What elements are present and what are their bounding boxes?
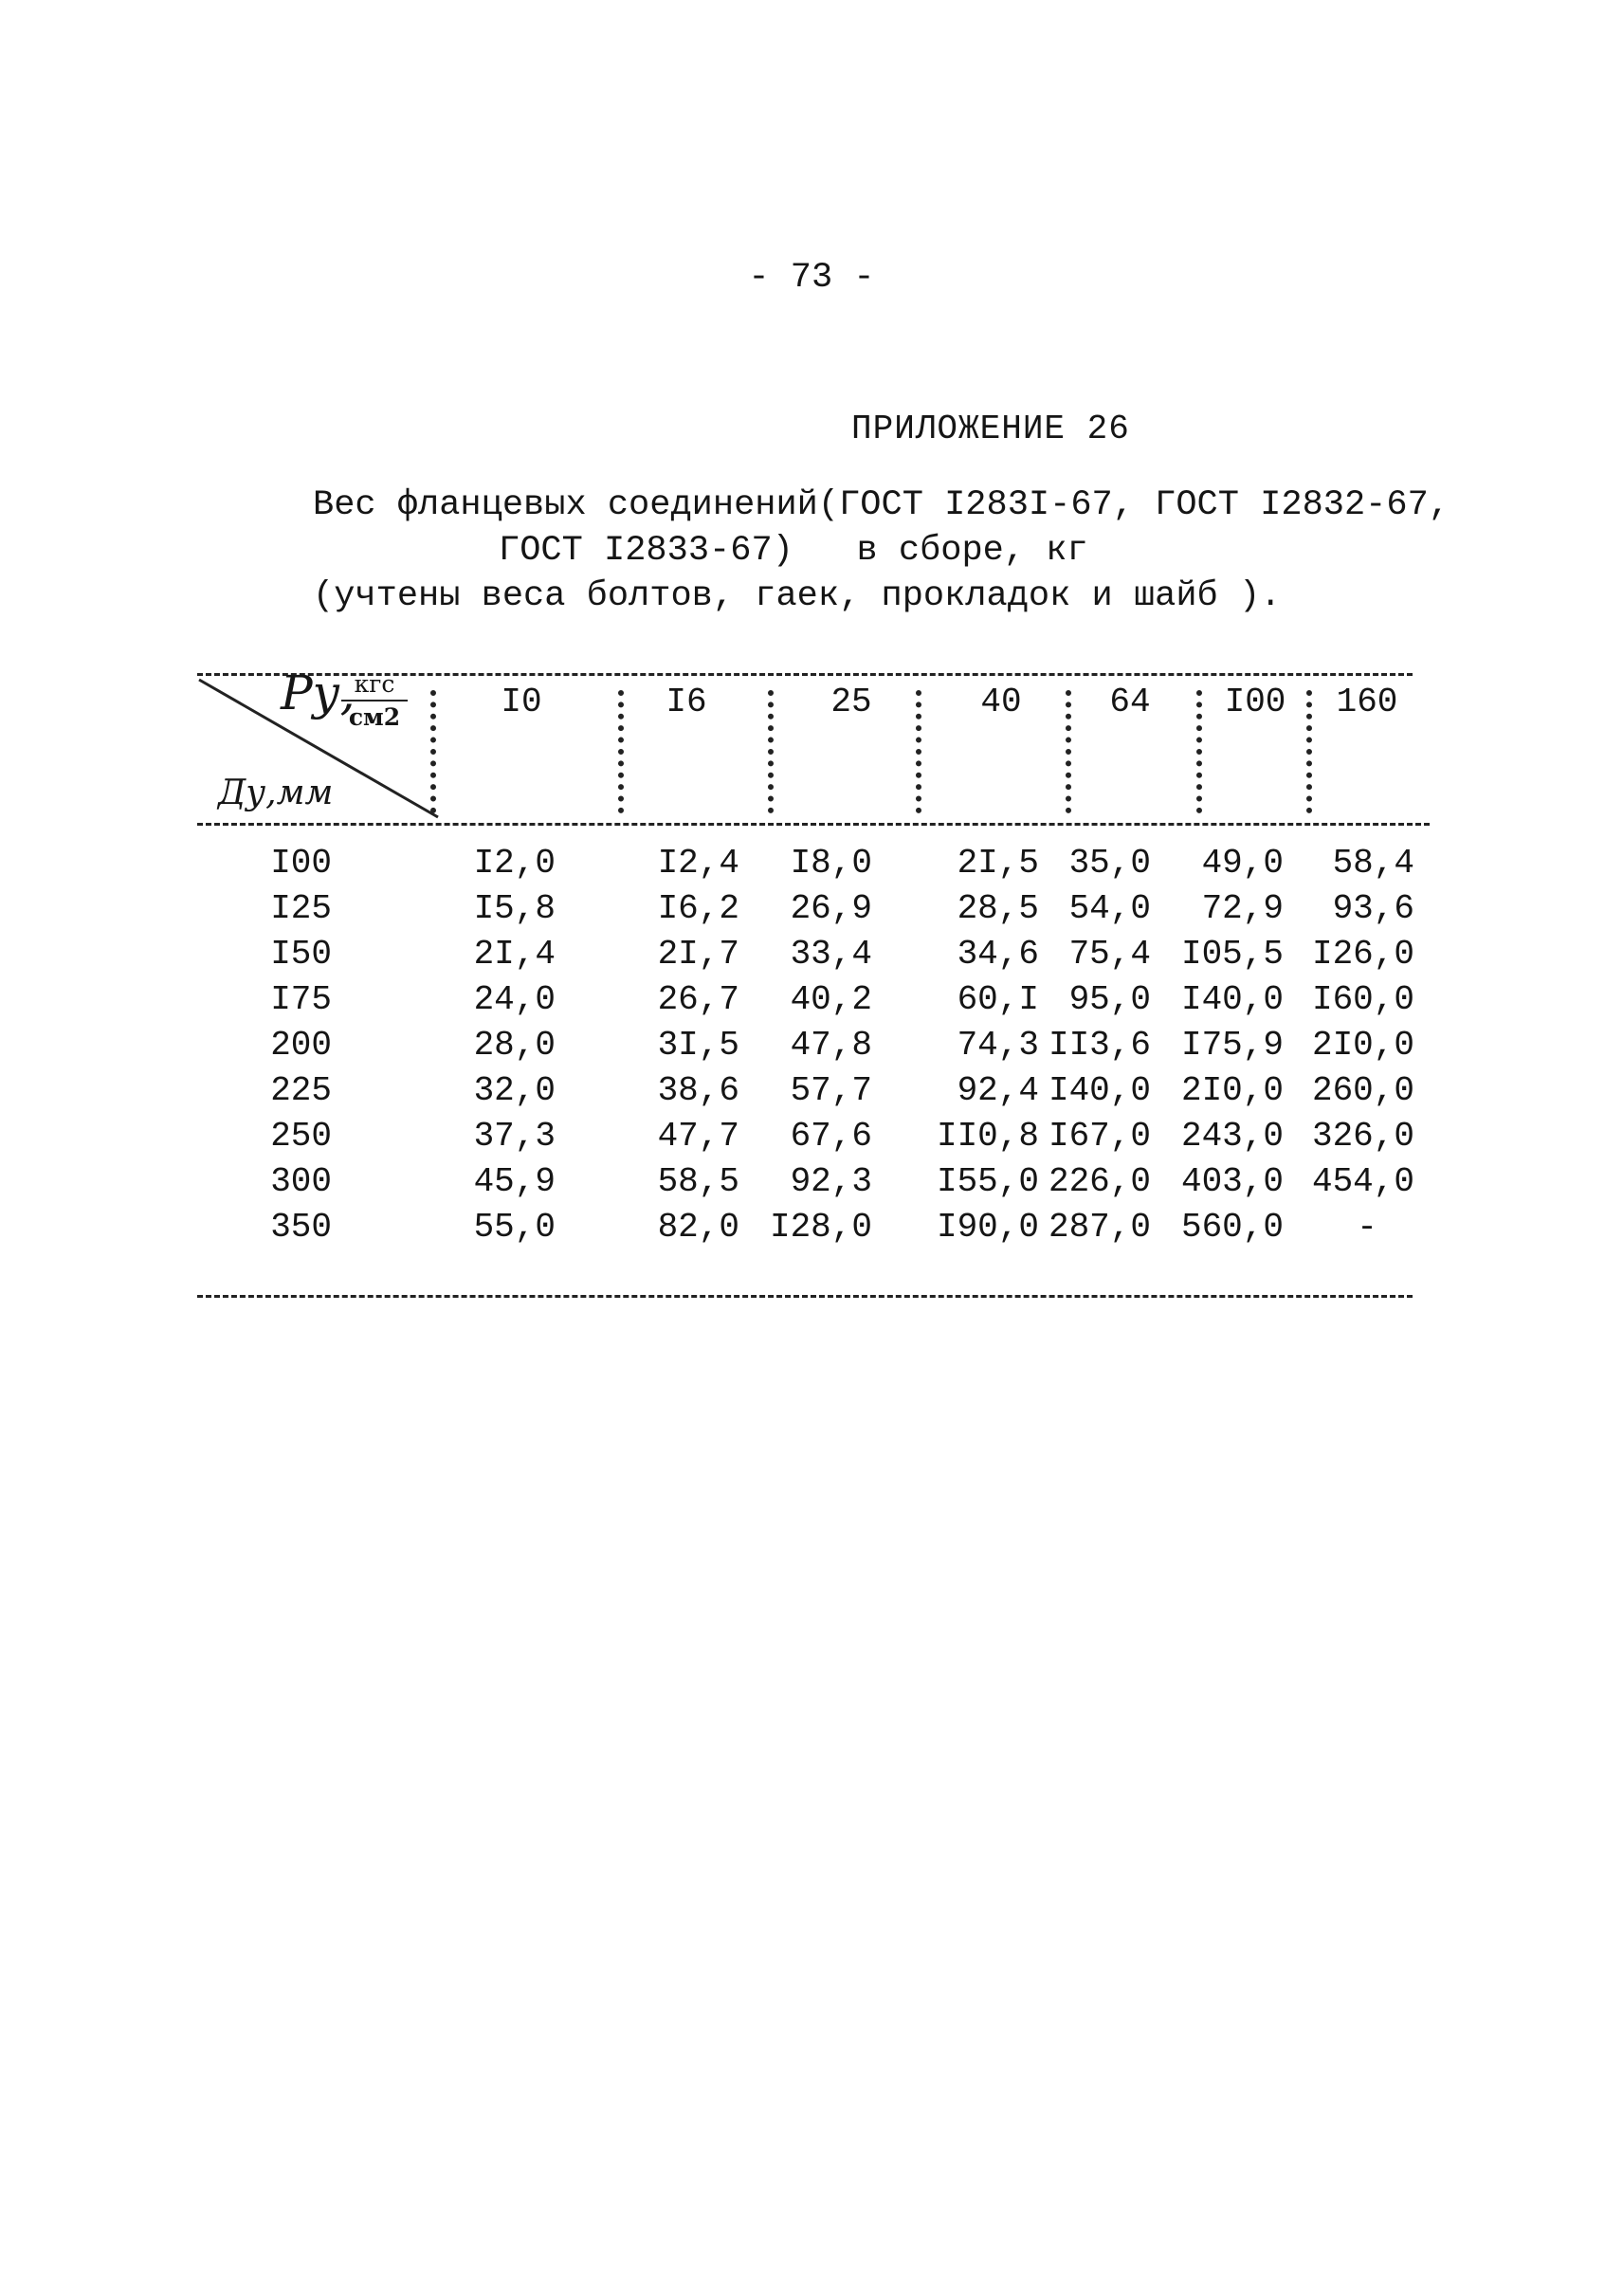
table-cell: I6,2 — [657, 889, 739, 928]
table-cell: I90,0 — [936, 1208, 1039, 1247]
table-cell: 47,7 — [657, 1117, 739, 1156]
table-cell: 403,0 — [1180, 1162, 1284, 1201]
column-separator — [916, 690, 921, 813]
caption-line-3: (учтены веса болтов, гаек, прокладок и шайб ). — [313, 576, 1282, 616]
table-cell: 74,3 — [957, 1026, 1039, 1065]
pressure-header: I00 — [1224, 683, 1286, 721]
table-cell: 93,6 — [1332, 889, 1414, 928]
column-separator — [618, 690, 624, 813]
row-diameter-label: I50 — [270, 935, 332, 974]
table-cell: I8,0 — [790, 844, 872, 883]
table-cell: 45,9 — [473, 1162, 556, 1201]
table-cell: 2I,4 — [473, 935, 556, 974]
row-diameter-label: 200 — [270, 1026, 332, 1065]
pressure-header: 25 — [830, 683, 872, 721]
table-cell: 28,5 — [957, 889, 1039, 928]
row-diameter-label: 300 — [270, 1162, 332, 1201]
table-cell: I28,0 — [769, 1208, 872, 1247]
table-cell: 26,9 — [790, 889, 872, 928]
table-cell: 82,0 — [657, 1208, 739, 1247]
column-separator — [1066, 690, 1071, 813]
table-cell: I2,4 — [657, 844, 739, 883]
table-cell: 67,6 — [790, 1117, 872, 1156]
table-cell: 260,0 — [1311, 1071, 1414, 1110]
table-cell: 2I,5 — [957, 844, 1039, 883]
table-cell: 38,6 — [657, 1071, 739, 1110]
table-cell: 37,3 — [473, 1117, 556, 1156]
pressure-unit-denominator: см2 — [348, 703, 401, 731]
table-cell: 24,0 — [473, 980, 556, 1019]
table-cell: I55,0 — [936, 1162, 1039, 1201]
diameter-axis-label: Ду,мм — [218, 774, 334, 812]
table-cell: 92,3 — [790, 1162, 872, 1201]
row-diameter-label: 350 — [270, 1208, 332, 1247]
appendix-title: ПРИЛОЖЕНИЕ 26 — [851, 410, 1130, 448]
table-cell: 58,4 — [1332, 844, 1414, 883]
table-cell: 326,0 — [1311, 1117, 1414, 1156]
table-cell: I75,9 — [1180, 1026, 1284, 1065]
pressure-axis-label: Ру, — [281, 665, 356, 720]
table-cell: 55,0 — [473, 1208, 556, 1247]
row-diameter-label: I00 — [270, 844, 332, 883]
row-diameter-label: 225 — [270, 1071, 332, 1110]
table-cell: 54,0 — [1068, 889, 1151, 928]
table-cell: 49,0 — [1201, 844, 1284, 883]
table-cell: 60,I — [957, 980, 1039, 1019]
table-cell: 3I,5 — [657, 1026, 739, 1065]
table-cell: I26,0 — [1311, 935, 1414, 974]
table-cell: 57,7 — [790, 1071, 872, 1110]
table-cell: 58,5 — [657, 1162, 739, 1201]
table-cell: 35,0 — [1068, 844, 1151, 883]
row-diameter-label: I25 — [270, 889, 332, 928]
pressure-header: 40 — [980, 683, 1022, 721]
table-cell: 2I0,0 — [1180, 1071, 1284, 1110]
pressure-header: 64 — [1109, 683, 1151, 721]
table-cell: 226,0 — [1048, 1162, 1151, 1201]
table-cell: 287,0 — [1048, 1208, 1151, 1247]
table-cell: 40,2 — [790, 980, 872, 1019]
table-cell: 72,9 — [1201, 889, 1284, 928]
caption-line-2: ГОСТ I2833-67) в сборе, кг — [499, 531, 1088, 571]
table-cell: 243,0 — [1180, 1117, 1284, 1156]
table-cell: 26,7 — [657, 980, 739, 1019]
table-cell: I05,5 — [1180, 935, 1284, 974]
table-cell: 2I,7 — [657, 935, 739, 974]
table-cell: I40,0 — [1048, 1071, 1151, 1110]
table-cell: 560,0 — [1180, 1208, 1284, 1247]
table-cell: I60,0 — [1311, 980, 1414, 1019]
pressure-header: I0 — [501, 683, 542, 721]
table-cell: I2,0 — [473, 844, 556, 883]
table-cell: II3,6 — [1048, 1026, 1151, 1065]
table-cell: 34,6 — [957, 935, 1039, 974]
table-cell: II0,8 — [936, 1117, 1039, 1156]
pressure-header: 160 — [1336, 683, 1398, 721]
table-cell: 75,4 — [1068, 935, 1151, 974]
table-cell: I40,0 — [1180, 980, 1284, 1019]
pressure-header: I6 — [666, 683, 707, 721]
table-cell: 92,4 — [957, 1071, 1039, 1110]
table-cell: 32,0 — [473, 1071, 556, 1110]
table-cell: I67,0 — [1048, 1117, 1151, 1156]
table-cell: 47,8 — [790, 1026, 872, 1065]
table-cell: 454,0 — [1311, 1162, 1414, 1201]
row-diameter-label: 250 — [270, 1117, 332, 1156]
page-number: - 73 - — [748, 258, 875, 298]
pressure-unit — [341, 669, 408, 734]
table-cell: I5,8 — [473, 889, 556, 928]
table-cell: 28,0 — [473, 1026, 556, 1065]
row-diameter-label: I75 — [270, 980, 332, 1019]
caption-line-1: Вес фланцевых соединений(ГОСТ I283I-67, ГОСТ I2832-67, — [313, 485, 1450, 525]
table-cell: - — [1357, 1208, 1377, 1247]
table-cell: 2I0,0 — [1311, 1026, 1414, 1065]
pressure-unit-numerator: кгс — [341, 669, 408, 702]
column-separator — [768, 690, 774, 813]
column-separator — [430, 690, 436, 813]
table-cell: 33,4 — [790, 935, 872, 974]
table-cell: 95,0 — [1068, 980, 1151, 1019]
